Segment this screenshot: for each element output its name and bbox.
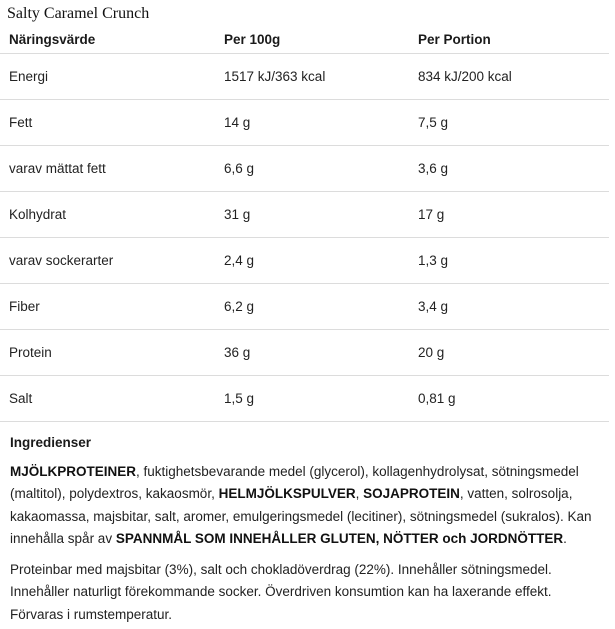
value-per-portion: 7,5 g <box>409 100 609 146</box>
value-per-portion: 17 g <box>409 192 609 238</box>
value-per-100g: 1,5 g <box>215 376 409 422</box>
header-nutrient: Näringsvärde <box>0 25 215 54</box>
allergen-text: SPANNMÅL SOM INNEHÅLLER GLUTEN, NÖTTER och JORDNÖTTER <box>115 531 564 546</box>
ingredient-text: , <box>355 486 364 501</box>
ingredient-text: . <box>563 531 567 546</box>
table-row <box>0 284 609 330</box>
value-per-100g: 6,2 g <box>215 284 409 330</box>
value-per-100g: 36 g <box>215 330 409 376</box>
value-per-100g: 6,6 g <box>215 146 409 192</box>
nutrient-name: Fiber <box>0 284 215 330</box>
nutrient-name: Kolhydrat <box>0 192 215 238</box>
page-title: Salty Caramel Crunch <box>7 5 150 22</box>
nutrition-table <box>0 25 609 422</box>
table-row <box>0 238 609 284</box>
table-row <box>0 146 609 192</box>
nutrient-name: varav sockerarter <box>0 238 215 284</box>
value-per-100g: 2,4 g <box>215 238 409 284</box>
nutrient-name: Energi <box>0 54 215 100</box>
header-per-portion: Per Portion <box>409 25 609 54</box>
allergen-text: MJÖLKPROTEINER <box>10 463 137 479</box>
ingredients-section <box>10 432 608 626</box>
table-row <box>0 192 609 238</box>
nutrient-name: varav mättat fett <box>0 146 215 192</box>
table-row <box>0 54 609 100</box>
value-per-portion: 3,6 g <box>409 146 609 192</box>
value-per-portion: 1,3 g <box>409 238 609 284</box>
value-per-portion: 20 g <box>409 330 609 376</box>
ingredients-list <box>10 461 608 551</box>
ingredients-heading: Ingredienser <box>10 435 92 450</box>
value-per-portion: 834 kJ/200 kcal <box>409 54 609 100</box>
value-per-portion: 3,4 g <box>409 284 609 330</box>
ingredient-text: , fuktighetsbevarande medel (glycerol), kollagenhydrolysat, sötningsmedel (maltitol), polydextros, kakaosmör, <box>10 463 579 501</box>
table-row <box>0 330 609 376</box>
value-per-100g: 14 g <box>215 100 409 146</box>
ingredient-text: , vatten, solrosolja, kakaomassa, majsbitar, salt, aromer, emulgeringsmedel (lecitiner), sötningsmedel (sukralos). Kan innehålla spår av <box>10 486 592 546</box>
nutrient-name: Fett <box>0 100 215 146</box>
nutrient-name: Salt <box>0 376 215 422</box>
table-row <box>0 100 609 146</box>
value-per-100g: 31 g <box>215 192 409 238</box>
allergen-text: HELMJÖLKSPULVER <box>218 486 356 501</box>
product-note: Proteinbar med majsbitar (3%), salt och chokladöverdrag (22%). Innehåller sötningsmedel. Innehåller naturligt förekommande socker. Överdriven konsumtion kan ha laxerande effekt. Förvaras i rumstemperatur. <box>10 561 552 622</box>
header-per-100g: Per 100g <box>215 25 409 54</box>
table-row <box>0 376 609 422</box>
nutrient-name: Protein <box>0 330 215 376</box>
allergen-text: SOJAPROTEIN <box>363 486 460 501</box>
value-per-100g: 1517 kJ/363 kcal <box>215 54 409 100</box>
table-header-row <box>0 25 609 54</box>
value-per-portion: 0,81 g <box>409 376 609 422</box>
